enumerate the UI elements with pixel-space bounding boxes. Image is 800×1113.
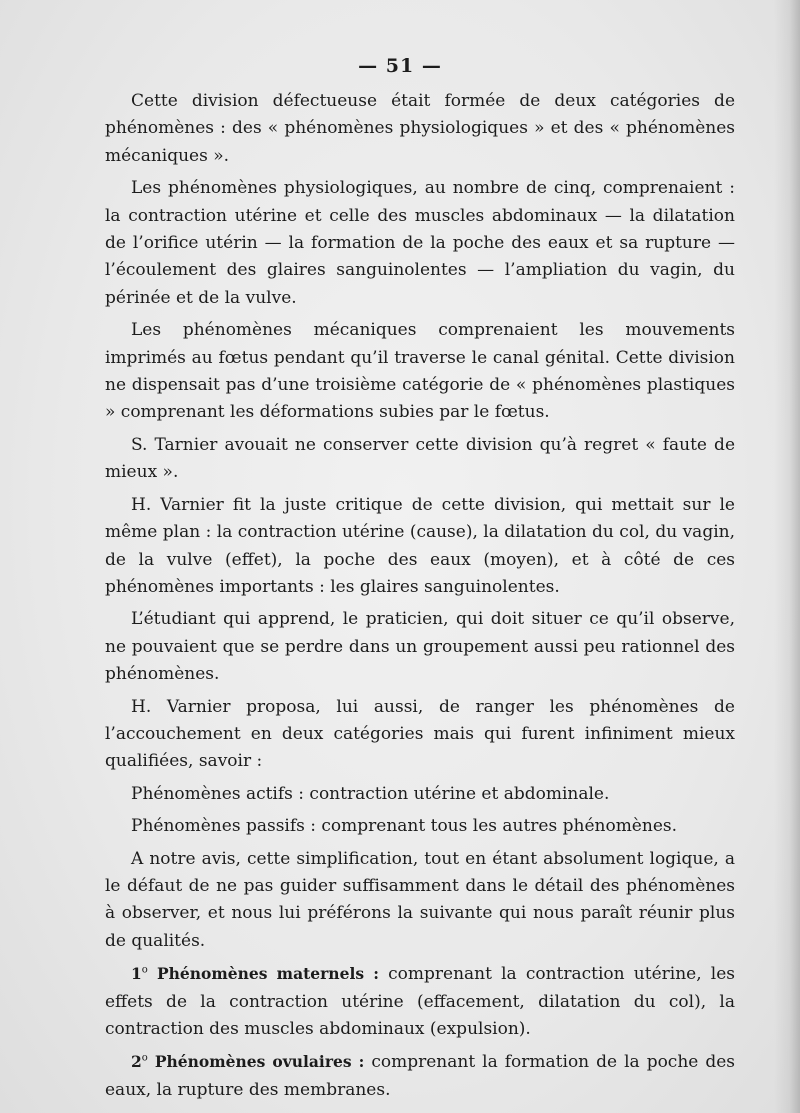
paragraph: L’étudiant qui apprend, le praticien, qui doit situer ce qu’il observe, ne pouvaient que se perdre dans un groupement aussi peu rationnel des phénomènes. — [105, 609, 735, 685]
list-item-lead: Phénomènes maternels : — [157, 964, 379, 984]
list-item-maternels — [105, 960, 735, 1043]
page-edge-shadow — [774, 0, 800, 1113]
paragraph: S. Tarnier avouait ne conserver cette division qu’à regret « faute de mieux ». — [105, 434, 735, 483]
degree-sign: o — [141, 1052, 148, 1064]
paragraph: Phénomènes actifs : contraction utérine et abdominale. — [131, 783, 610, 804]
list-item-text: comprenant la contraction utérine, les effets de la contraction utérine (effacement, dilatation du col), la contraction des muscles abdominaux (expulsion). — [105, 964, 736, 1039]
degree-sign: o — [141, 964, 148, 976]
paragraph: A notre avis, cette simplification, tout en étant absolument logique, a le défaut de ne pas guider suffisamment dans le détail des phénomènes à observer, et nous lui préférons la suivante qui nous paraît réunir plus de qualités. — [105, 848, 735, 951]
list-item-number: 1 — [131, 964, 142, 984]
list-item-text: comprenant la formation de la poche des eaux, la rupture des membranes. — [105, 1052, 736, 1100]
paragraph: H. Varnier fit la juste critique de cette division, qui mettait sur le même plan : la contraction utérine (cause), la dilatation du col, du vagin, de la vulve (effet), la poche des eaux (moyen), et à côté de ces phénomènes importants : les glaires sanguinolentes. — [105, 494, 735, 597]
list-item-ovulaires — [105, 1048, 735, 1104]
list-item-lead: Phénomènes ovulaires : — [154, 1052, 365, 1072]
list-item-number: 2 — [131, 1052, 142, 1072]
body-text — [105, 88, 735, 1109]
paragraph: H. Varnier proposa, lui aussi, de ranger les phénomènes de l’accouchement en deux catégories mais qui furent infiniment mieux qualifiées, savoir : — [105, 696, 735, 772]
paragraph: Les phénomènes mécaniques comprenaient les mouvements imprimés au fœtus pendant qu’il traverse le canal génital. Cette division ne dispensait pas d’une troisième catégorie de « phénomènes plastiques » comprenant les déformations subies par le fœtus. — [105, 320, 735, 423]
paragraph: Phénomènes passifs : comprenant tous les autres phénomènes. — [131, 816, 678, 837]
paragraph: Cette division défectueuse était formée de deux catégories de phénomènes : des « phénomènes physiologiques » et des « phénomènes mécaniques ». — [105, 91, 735, 166]
page-number: — 51 — — [358, 55, 442, 77]
paragraph: Les phénomènes physiologiques, au nombre de cinq, comprenaient : la contraction utérine et celle des muscles abdominaux — la dilatation de l’orifice utérin — la formation de la poche des eaux et sa rupture — l’écoulement des glaires sanguinolentes — l’ampliation du vagin, du périnée et de la vulve. — [105, 178, 735, 308]
